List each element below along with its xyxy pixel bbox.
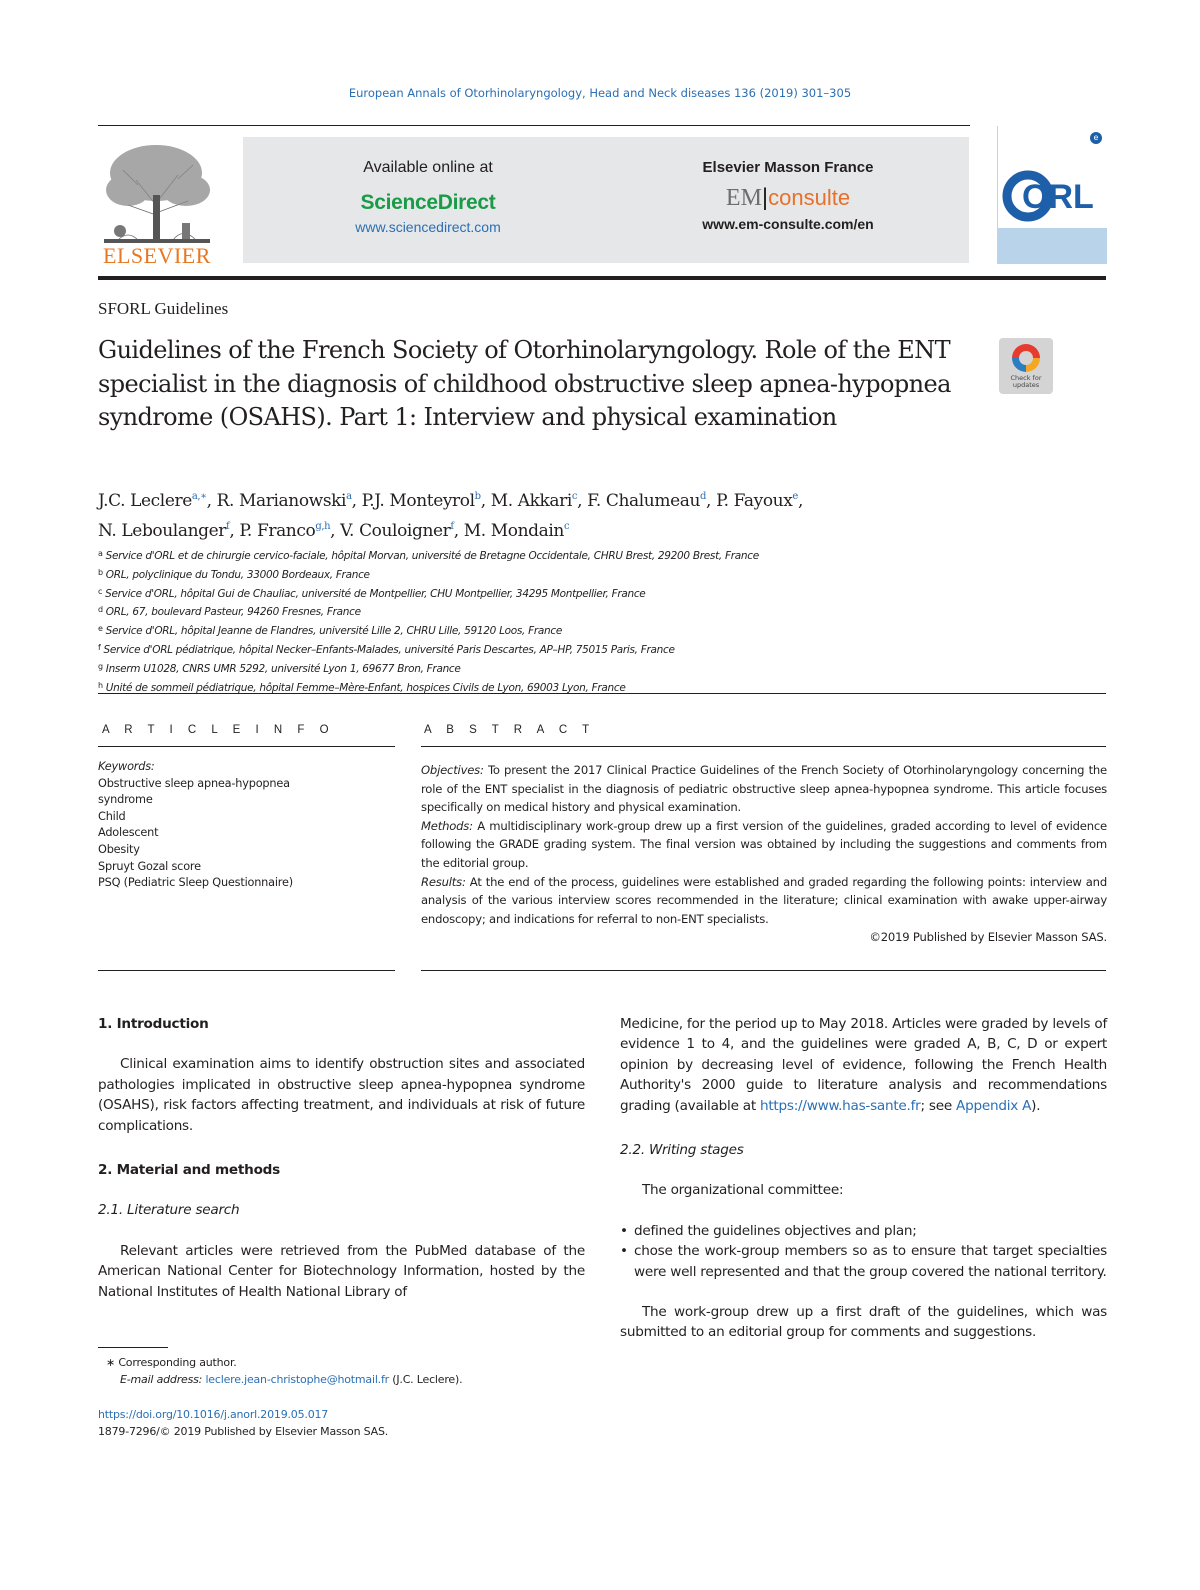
- affiliation-item: $^b$ ORL, polyclinique du Tondu, 33000 Bordeaux, France: [98, 567, 370, 581]
- author-affiliation-link[interactable]: f: [226, 521, 230, 532]
- appendix-a-link[interactable]: Appendix A: [956, 1097, 1032, 1114]
- cover-band: [998, 228, 1107, 264]
- author-affiliation-link[interactable]: f: [450, 521, 454, 532]
- header-rule-bottom: [98, 276, 1106, 280]
- author-affiliation-link[interactable]: a: [346, 491, 352, 502]
- affiliation-item: $^c$ Service d'ORL, hôpital Gui de Chauliac, université de Montpellier, CHU Montpellier, 34295 Montpellier, France: [98, 586, 646, 600]
- em-consulte-url-link[interactable]: www.em-consulte.com/en: [702, 216, 874, 232]
- affiliation-item: $^e$ Service d'ORL, hôpital Jeanne de Flandres, université Lille 2, CHRU Lille, 59120 Loos, France: [98, 624, 562, 638]
- workgroup-paragraph: The work-group drew up a first draft of the guidelines, which was submitted to an editorial group for comments and suggestions.: [620, 1304, 1107, 1341]
- issn-line: 1879-7296/© 2019 Published by Elsevier Masson SAS.: [98, 1425, 389, 1438]
- author: P.J. Monteyrol$^b$,: [361, 491, 491, 511]
- keyword-item: Adolescent: [98, 826, 159, 840]
- body-left-column: [98, 1014, 585, 1302]
- abstract-methods: Methods: A multidisciplinary work-group drew up a first version of the guidelines, graded according to level of evidence following the GRADE grading system. The final version was obtained by including the suggestions and comments from the editorial group.: [421, 818, 1107, 870]
- section-heading-methods: 2. Material and methods: [98, 1162, 280, 1179]
- has-sante-link[interactable]: https://www.has-sante.fr: [759, 1097, 921, 1114]
- cover-orl-text: ORL: [1022, 178, 1094, 216]
- em-france-label: Elsevier Masson France: [702, 159, 874, 176]
- affiliation-item: $^h$ Unité de sommeil pédiatrique, hôpital Femme–Mère-Enfant, hospices Civils de Lyon, 69003 Lyon, France: [98, 680, 626, 694]
- available-online-label: Available online at: [363, 159, 493, 176]
- em-consulte-block: [633, 137, 943, 263]
- affiliation-item: $^f$ Service d'ORL pédiatrique, hôpital Necker–Enfants-Malades, université Paris Descartes, AP–HP, 75015 Paris, France: [98, 642, 675, 656]
- keyword-item: Obesity: [98, 842, 140, 856]
- abstract-objectives: Objectives: To present the 2017 Clinical Practice Guidelines of the French Society of Otorhinolaryngology concerning the role of the ENT specialist in the diagnosis of pediatric obstructive sleep apnea-hypopnea syndrome. This article focuses specifically on medical history and physical examination.: [421, 763, 1107, 815]
- footnote-star: ∗: [106, 1356, 116, 1369]
- article-info-bottom-rule: [98, 970, 395, 971]
- abstract-copyright: ©2019 Published by Elsevier Masson SAS.: [869, 930, 1107, 945]
- author-affiliation-link[interactable]: b: [474, 491, 481, 502]
- author: N. Leboulanger$^f$,: [98, 521, 240, 541]
- journal-citation-link[interactable]: European Annals of Otorhinolaryngology, Head and Neck diseases 136 (2019) 301–305: [348, 86, 852, 100]
- check-for-updates-button[interactable]: [999, 338, 1053, 394]
- author: P. Fayoux$^e$,: [716, 491, 803, 511]
- crossmark-icon-center: [1019, 351, 1033, 365]
- author-affiliation-link[interactable]: g,h: [315, 521, 331, 532]
- doi-block: [98, 1406, 598, 1440]
- keyword-item: Obstructive sleep apnea-hypopnea: [98, 776, 290, 790]
- sciencedirect-url-link[interactable]: www.sciencedirect.com: [355, 219, 501, 235]
- article-info-rule: [98, 746, 395, 747]
- footnote-rule: [98, 1347, 168, 1348]
- em-logo-consulte: consulte: [768, 185, 851, 210]
- section-heading-introduction: 1. Introduction: [98, 1016, 209, 1032]
- author: M. Akkari$^c$,: [490, 491, 588, 511]
- article-info-heading: A R T I C L E I N F O: [102, 724, 335, 736]
- author: M. Mondain$^c$: [463, 521, 570, 541]
- affiliation-item: $^g$ Inserm U1028, CNRS UMR 5292, université Lyon 1, 69677 Bron, France: [98, 661, 461, 675]
- publisher-banner: [243, 137, 969, 263]
- author: R. Marianowski$^a$,: [216, 491, 362, 511]
- abstract-heading: A B S T R A C T: [424, 724, 596, 736]
- author-affiliation-link[interactable]: c: [571, 491, 578, 502]
- affiliation-divider: [98, 693, 1106, 694]
- subsection-heading-literature: 2.1. Literature search: [98, 1202, 240, 1219]
- author-affiliation-link[interactable]: e: [792, 491, 798, 502]
- em-consulte-logo[interactable]: [633, 184, 943, 212]
- sciencedirect-block: [283, 137, 573, 263]
- committee-intro: The organizational committee:: [642, 1182, 844, 1199]
- author-affiliation-link[interactable]: a,∗: [191, 491, 207, 502]
- cover-badge-icon: e: [1090, 132, 1102, 144]
- subsection-heading-writing: 2.2. Writing stages: [620, 1142, 744, 1159]
- keyword-item: Spruyt Gozal score: [98, 859, 201, 873]
- author-affiliation-link[interactable]: d: [700, 491, 707, 502]
- author-affiliation-link[interactable]: c: [563, 521, 570, 532]
- author: V. Couloigner$^f$,: [340, 521, 464, 541]
- journal-cover-thumbnail[interactable]: [997, 126, 1106, 264]
- keywords-block: [98, 759, 328, 892]
- body-right-column: [620, 1014, 1107, 1343]
- keyword-item: PSQ (Pediatric Sleep Questionnaire): [98, 876, 293, 890]
- abstract-rule: [421, 746, 1106, 747]
- keyword-item: Child: [98, 809, 126, 823]
- affiliation-list: [98, 546, 1098, 696]
- elsevier-wordmark: ELSEVIER: [103, 243, 211, 268]
- abstract-bottom-rule: [421, 970, 1106, 971]
- corresponding-author-note: ∗ Corresponding author. E-mail address: leclere.jean-christophe@hotmail.fr (J.C. Leclere).: [106, 1356, 463, 1386]
- article-title: Guidelines of the French Society of Otorhinolaryngology. Role of the ENT specialist in the diagnosis of childhood obstructive sleep apnea-hypopnea syndrome (OSAHS). Part 1: Interview and physical examination: [98, 336, 951, 431]
- section-label: SFORL Guidelines: [98, 299, 229, 318]
- list-item: • chose the work-group members so as to ensure that target specialties were well represented and that the group covered the national territory.: [620, 1243, 1107, 1280]
- keyword-item: syndrome: [98, 793, 153, 807]
- em-logo-em: EM: [725, 185, 762, 211]
- keywords-label: Keywords:: [98, 760, 155, 773]
- header-rule-top: [98, 125, 970, 126]
- affiliation-item: $^d$ ORL, 67, boulevard Pasteur, 94260 Fresnes, France: [98, 605, 361, 619]
- literature-paragraph: Relevant articles were retrieved from the PubMed database of the American National Center for Biotechnology Information, hosted by the National Institutes of Health National Library of: [98, 1242, 585, 1300]
- author: J.C. Leclere$^{a,∗}$,: [98, 491, 217, 511]
- author-list: [98, 484, 998, 544]
- author: F. Chalumeau$^d$,: [587, 491, 717, 511]
- list-item: • defined the guidelines objectives and plan;: [620, 1222, 917, 1239]
- grading-paragraph: Medicine, for the period up to May 2018. Articles were graded by levels of evidence 1 to 4, and the guidelines were graded A, B, C, D or expert opinion by decreasing level of evidence, following the French Health Authority's 2000 guide to literature analysis and recommendations grading (available at https://www.has-sante.fr; see Appendix A).: [620, 1016, 1107, 1114]
- em-logo-bar: |: [761, 184, 769, 211]
- sciencedirect-logo[interactable]: ScienceDirect: [360, 191, 496, 214]
- crossmark-label: Check for updates: [1010, 374, 1042, 389]
- author: P. Franco$^{g,h}$,: [239, 521, 341, 541]
- affiliation-item: $^a$ Service d'ORL et de chirurgie cervico-faciale, hôpital Morvan, université de Bretagne Occidentale, CHRU Brest, 29200 Brest, France: [98, 549, 759, 562]
- abstract-results: Results: At the end of the process, guidelines were established and graded regarding the following points: interview and analysis of the various interview scores recommended in the literature; clinical examination with awake upper-airway endoscopy; and indications for referral to non-ENT specialists.: [421, 874, 1107, 926]
- abstract-body: [421, 761, 1107, 947]
- orl-cover-logo: [1002, 164, 1104, 224]
- email-link[interactable]: leclere.jean-christophe@hotmail.fr: [205, 1373, 389, 1386]
- intro-paragraph: Clinical examination aims to identify obstruction sites and associated pathologies implicated in obstructive sleep apnea-hypopnea syndrome (OSAHS), risk factors affecting treatment, and individuals at risk of future complications.: [98, 1056, 585, 1134]
- doi-link[interactable]: https://doi.org/10.1016/j.anorl.2019.05.017: [98, 1408, 329, 1421]
